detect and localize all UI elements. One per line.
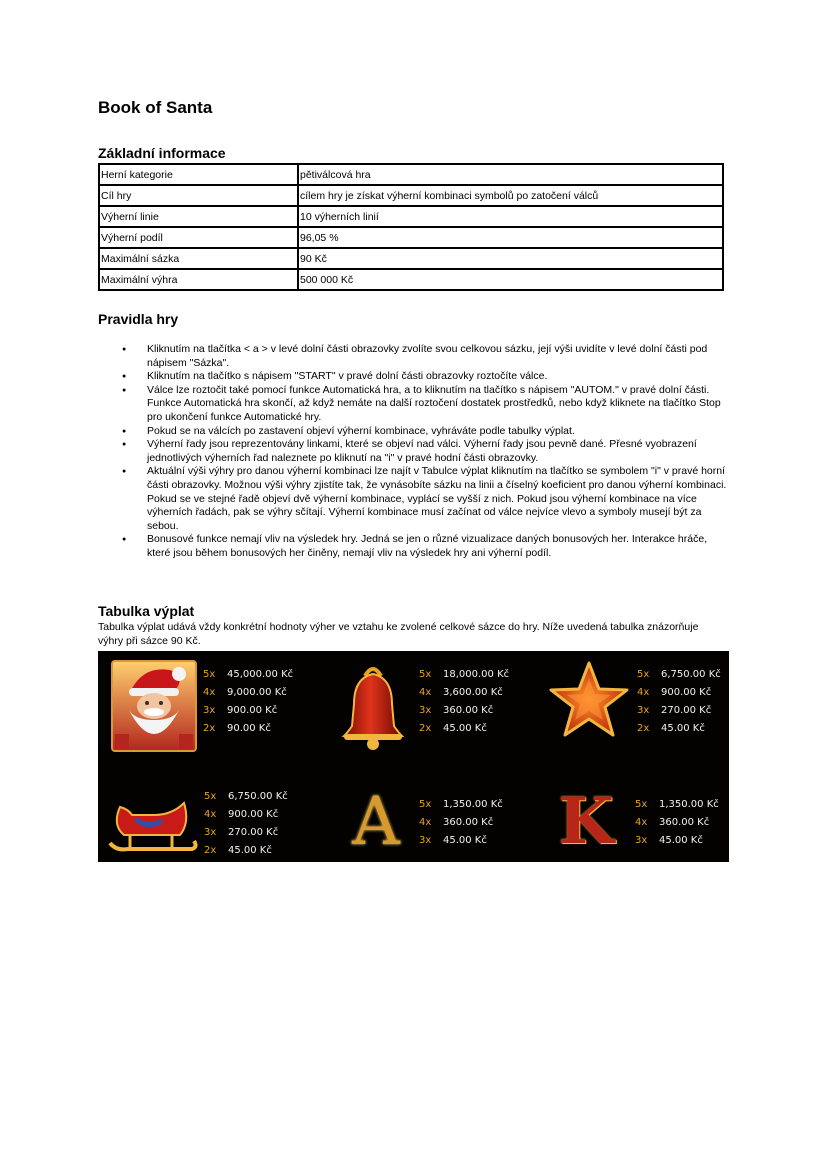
- letter-k-icon: K: [558, 784, 614, 859]
- pay-row: [204, 824, 288, 842]
- multiplier: 3x: [635, 835, 648, 846]
- payout-amount: 360.00 Kč: [443, 817, 494, 828]
- payout-amount: 45.00 Kč: [443, 835, 487, 846]
- multiplier: 2x: [637, 723, 650, 734]
- multiplier: 5x: [203, 669, 216, 680]
- bell-pays: [419, 666, 509, 738]
- letter-a-pays: [419, 796, 503, 850]
- payout-amount: 1,350.00 Kč: [659, 799, 719, 810]
- multiplier: 3x: [419, 835, 432, 846]
- pay-row: [203, 684, 293, 702]
- multiplier: 5x: [635, 799, 648, 810]
- pay-row: [419, 720, 509, 738]
- list-item: ● Pokud se na válcích po zastavení objeví výherní kombinace, vyhráváte podle tabulky výplat.: [98, 425, 728, 439]
- payout-amount: 360.00 Kč: [443, 705, 494, 716]
- payout-amount: 270.00 Kč: [661, 705, 712, 716]
- multiplier: 5x: [637, 669, 650, 680]
- sleigh-pays: [204, 788, 288, 860]
- pay-row: [204, 842, 288, 860]
- info-label: Cíl hry: [99, 185, 298, 206]
- pay-row: [203, 720, 293, 738]
- table-row: [99, 206, 723, 227]
- pay-row: [203, 666, 293, 684]
- info-label: Maximální sázka: [99, 248, 298, 269]
- list-item: ● Bonusové funkce nemají vliv na výsledek hry. Jedná se jen o různé vizualizace daných bonusových her. Interakce hráče, které jsou během bonusových her činěny, nemají vliv na výsledek hry ani výherní podíl.: [98, 533, 728, 560]
- rules-heading: Pravidla hry: [98, 311, 179, 327]
- multiplier: 3x: [419, 705, 432, 716]
- paytable-heading: Tabulka výplat: [98, 603, 195, 619]
- multiplier: 4x: [635, 817, 648, 828]
- list-item: ● Kliknutím na tlačítko s nápisem "START" v pravé dolní části obrazovky roztočíte válce.: [98, 370, 728, 384]
- multiplier: 5x: [204, 791, 217, 802]
- basic-info-heading: Základní informace: [98, 145, 226, 161]
- multiplier: 3x: [204, 827, 217, 838]
- payout-amount: 90.00 Kč: [227, 723, 271, 734]
- payout-amount: 45.00 Kč: [228, 845, 272, 856]
- santa-pays: [203, 666, 293, 738]
- pay-row: [419, 702, 509, 720]
- info-value: 90 Kč: [298, 248, 723, 269]
- table-row: [99, 185, 723, 206]
- payout-amount: 9,000.00 Kč: [227, 687, 287, 698]
- paytable-image: [98, 651, 729, 862]
- multiplier: 2x: [204, 845, 217, 856]
- table-row: [99, 269, 723, 290]
- table-row: [99, 164, 723, 185]
- info-label: Herní kategorie: [99, 164, 298, 185]
- table-row: [99, 248, 723, 269]
- list-item: ● Výherní řady jsou reprezentovány linkami, které se objeví nad válci. Výherní řady jsou pevně dané. Přesné vyobrazení jednotlivých výherních řad naleznete po kliknutí na "i" v pravé hodní části obrazovky.: [98, 438, 728, 465]
- page-title: Book of Santa: [98, 98, 213, 117]
- info-label: Výherní linie: [99, 206, 298, 227]
- payout-amount: 3,600.00 Kč: [443, 687, 503, 698]
- list-item: ● Aktuální výši výhry pro danou výherní kombinaci lze najít v Tabulce výplat kliknutím na tlačítko se symbolem "i" v pravé horní části obrazovky. Možnou výši výhry zjistíte tak, že vynásobíte sázku na linii a číselný koeficient pro danou výherní kombinaci. Pokud se ve stejné řadě objeví dvě výherní kombinace, vyplácí se vyšší z nich. Pokud jsou výherní kombinace na více výherních řadách, pak se výhry sčítají. Výherní kombinace musí začínat od válce nejvíce vlevo a symboly musejí být za sebou.: [98, 465, 728, 533]
- pay-row: [635, 796, 719, 814]
- multiplier: 5x: [419, 799, 432, 810]
- pay-row: [204, 806, 288, 824]
- info-value: 96,05 %: [298, 227, 723, 248]
- rules-list: [98, 343, 728, 561]
- pay-row: [419, 666, 509, 684]
- payout-amount: 18,000.00 Kč: [443, 669, 510, 680]
- list-item: ● Válce lze roztočit také pomocí funkce Automatická hra, a to kliknutím na tlačítko s nápisem "AUTOM." v pravé dolní části. Funkce Automatická hra skončí, až když nemáte na další roztočení dostatek prostředků, nebo když kliknete na tlačítko Stop pro ukončení funkce Automatické hry.: [98, 384, 728, 425]
- payout-amount: 6,750.00 Kč: [661, 669, 721, 680]
- pay-row: [637, 684, 721, 702]
- info-value: 10 výherních linií: [298, 206, 723, 227]
- pay-row: [635, 832, 719, 850]
- bell-icon: [338, 660, 408, 752]
- multiplier: 2x: [203, 723, 216, 734]
- pay-row: [637, 720, 721, 738]
- multiplier: 4x: [419, 687, 432, 698]
- pay-row: [419, 796, 503, 814]
- payout-amount: 6,750.00 Kč: [228, 791, 288, 802]
- pay-row: [419, 832, 503, 850]
- payout-amount: 45.00 Kč: [443, 723, 487, 734]
- multiplier: 4x: [637, 687, 650, 698]
- pay-row: [419, 684, 509, 702]
- payout-amount: 270.00 Kč: [228, 827, 279, 838]
- multiplier: 3x: [637, 705, 650, 716]
- pay-row: [203, 702, 293, 720]
- multiplier: 4x: [203, 687, 216, 698]
- pay-row: [419, 814, 503, 832]
- list-item: ● Kliknutím na tlačítka < a > v levé dolní části obrazovky zvolíte svou celkovou sázku, její výši uvidíte v levé dolní části pod nápisem "Sázka".: [98, 343, 728, 370]
- payout-amount: 900.00 Kč: [661, 687, 712, 698]
- star-pays: [637, 666, 721, 738]
- multiplier: 2x: [419, 723, 432, 734]
- payout-amount: 45.00 Kč: [661, 723, 705, 734]
- info-value: pětiválcová hra: [298, 164, 723, 185]
- paytable-intro: Tabulka výplat udává vždy konkrétní hodnoty výher ve vztahu ke zvolené celkové sázce do hry. Níže uvedená tabulka znázorňuje výhry při sázce 90 Kč.: [98, 621, 699, 647]
- pay-row: [637, 666, 721, 684]
- info-label: Maximální výhra: [99, 269, 298, 290]
- payout-amount: 45,000.00 Kč: [227, 669, 294, 680]
- table-row: [99, 227, 723, 248]
- info-label: Výherní podíl: [99, 227, 298, 248]
- multiplier: 5x: [419, 669, 432, 680]
- info-value: 500 000 Kč: [298, 269, 723, 290]
- letter-k-pays: [635, 796, 719, 850]
- pay-row: [204, 788, 288, 806]
- sleigh-icon: [106, 795, 198, 855]
- santa-icon: [111, 660, 197, 752]
- payout-amount: 900.00 Kč: [227, 705, 278, 716]
- letter-a-icon: A: [352, 783, 400, 860]
- multiplier: 3x: [203, 705, 216, 716]
- star-icon: [548, 659, 630, 741]
- basic-info-table: [98, 163, 724, 291]
- payout-amount: 900.00 Kč: [228, 809, 279, 820]
- info-value: cílem hry je získat výherní kombinaci symbolů po zatočení válců: [298, 185, 723, 206]
- multiplier: 4x: [204, 809, 217, 820]
- payout-amount: 360.00 Kč: [659, 817, 710, 828]
- pay-row: [635, 814, 719, 832]
- payout-amount: 45.00 Kč: [659, 835, 703, 846]
- multiplier: 4x: [419, 817, 432, 828]
- payout-amount: 1,350.00 Kč: [443, 799, 503, 810]
- pay-row: [637, 702, 721, 720]
